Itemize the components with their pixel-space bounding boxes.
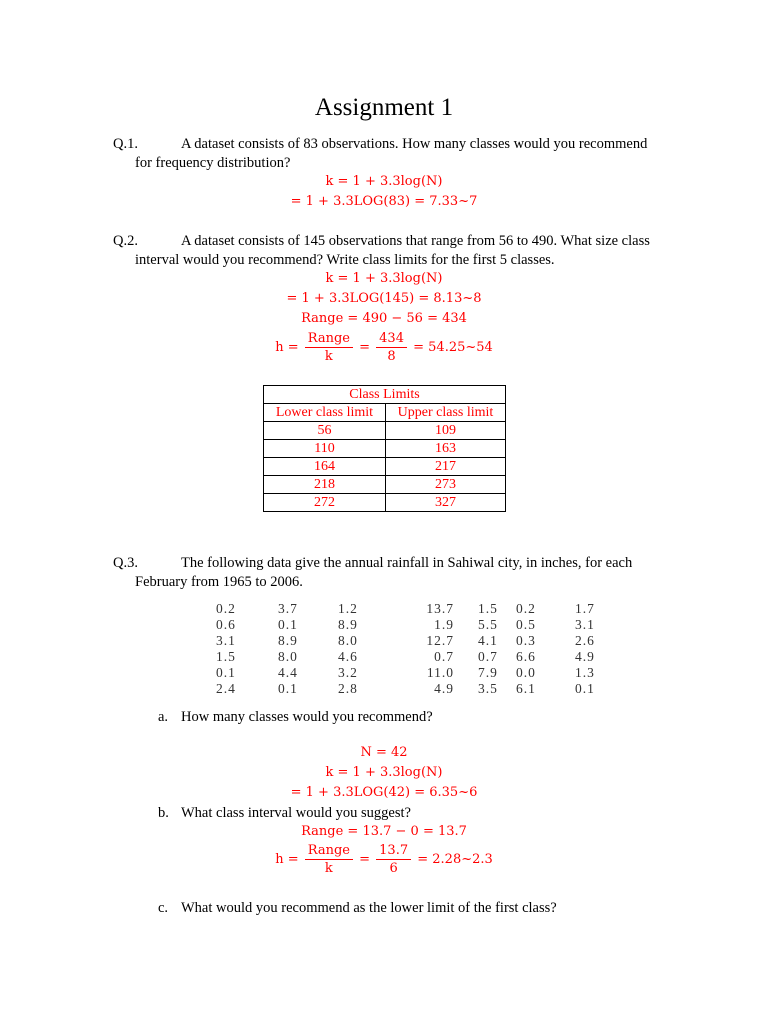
q3a-equation-1: N = 42 [360, 745, 408, 760]
rainfall-value: 6.6 [516, 649, 536, 664]
rainfall-value: 1.2 [338, 601, 358, 616]
rainfall-value: 8.9 [278, 633, 298, 648]
q2-fraction-value-denominator: 8 [387, 349, 396, 364]
rainfall-row [212, 649, 615, 665]
table-row [264, 458, 506, 476]
q2-number: Q.2. [113, 233, 138, 249]
q2-equation-1: k = 1 + 3.3log(N) [325, 271, 443, 286]
rainfall-value: 4.9 [575, 649, 595, 664]
q3b-fraction-value-denominator: 6 [389, 861, 398, 876]
rainfall-value: 0.7 [478, 649, 498, 664]
table-cell: 273 [385, 476, 505, 494]
q3b-h-lhs: h = [275, 852, 299, 867]
rainfall-value: 7.9 [478, 665, 498, 680]
rainfall-value: 2.6 [575, 633, 595, 648]
q3b-label: b. [158, 805, 169, 821]
rainfall-value: 0.7 [434, 649, 454, 664]
rainfall-row [212, 617, 615, 633]
rainfall-value: 1.5 [216, 649, 236, 664]
table-cell: 218 [264, 476, 386, 494]
rainfall-row [212, 681, 615, 697]
rainfall-row [212, 633, 615, 649]
rainfall-value: 3.7 [278, 601, 298, 616]
rainfall-value: 3.1 [216, 633, 236, 648]
rainfall-data-table [212, 601, 615, 697]
table-cell: 164 [264, 458, 386, 476]
q3b-fraction-numerator: Range [305, 842, 353, 860]
rainfall-value: 3.2 [338, 665, 358, 680]
rainfall-value: 4.9 [434, 681, 454, 696]
rainfall-value: 0.1 [575, 681, 595, 696]
q3c-question: What would you recommend as the lower limit of the first class? [181, 900, 557, 916]
table-header-lower: Lower class limit [264, 404, 386, 422]
q3a-label: a. [158, 709, 169, 725]
q3a-question: How many classes would you recommend? [181, 709, 433, 725]
rainfall-value: 12.7 [426, 633, 454, 648]
q2-h-result: = 54.25~54 [413, 340, 493, 355]
rainfall-value: 5.5 [478, 617, 498, 632]
rainfall-value: 2.8 [338, 681, 358, 696]
q3b-equation-1: Range = 13.7 − 0 = 13.7 [301, 824, 467, 839]
q2-fraction-value-numerator: 434 [376, 330, 407, 348]
q2-fraction-denominator: k [324, 349, 333, 364]
rainfall-value: 0.2 [216, 601, 236, 616]
rainfall-value: 0.3 [516, 633, 536, 648]
q3b-fraction-denominator: k [324, 861, 333, 876]
page-title: Assignment 1 [314, 94, 454, 121]
rainfall-value: 4.6 [338, 649, 358, 664]
q1-number: Q.1. [113, 136, 138, 152]
rainfall-value: 3.1 [575, 617, 595, 632]
class-limits-table [263, 385, 506, 512]
q3b-question: What class interval would you suggest? [181, 805, 411, 821]
table-cell: 109 [385, 422, 505, 440]
q1-equation-1: k = 1 + 3.3log(N) [325, 174, 443, 189]
q3b-h-equals: = [359, 852, 371, 867]
table-row [264, 476, 506, 494]
rainfall-value: 0.2 [516, 601, 536, 616]
table-row [264, 422, 506, 440]
rainfall-value: 0.1 [278, 617, 298, 632]
q3b-fraction-values [376, 842, 411, 877]
rainfall-value: 0.1 [216, 665, 236, 680]
rainfall-value: 8.0 [338, 633, 358, 648]
table-cell: 110 [264, 440, 386, 458]
q3-number: Q.3. [113, 555, 138, 571]
rainfall-value: 1.3 [575, 665, 595, 680]
rainfall-value: 1.9 [434, 617, 454, 632]
rainfall-value: 8.9 [338, 617, 358, 632]
q2-fraction-values [376, 330, 407, 365]
q3b-h-formula [0, 842, 768, 877]
rainfall-value: 0.6 [216, 617, 236, 632]
table-cell: 163 [385, 440, 505, 458]
rainfall-value: 11.0 [426, 665, 454, 680]
table-cell: 272 [264, 494, 386, 512]
rainfall-value: 4.1 [478, 633, 498, 648]
q3a-equation-3: = 1 + 3.3LOG(42) = 6.35~6 [290, 785, 478, 800]
rainfall-value: 3.5 [478, 681, 498, 696]
rainfall-value: 1.5 [478, 601, 498, 616]
q3b-fraction-value-numerator: 13.7 [376, 842, 411, 860]
rainfall-value: 0.1 [278, 681, 298, 696]
q1-equation-2: = 1 + 3.3LOG(83) = 7.33~7 [290, 194, 478, 209]
table-cell: 56 [264, 422, 386, 440]
rainfall-value: 0.0 [516, 665, 536, 680]
q2-text-line2: interval would you recommend? Write class limits for the first 5 classes. [135, 252, 555, 268]
q3c-label: c. [158, 900, 169, 916]
q3b-h-result: = 2.28~2.3 [417, 852, 493, 867]
table-cell: 217 [385, 458, 505, 476]
class-limits-caption: Class Limits [264, 386, 506, 404]
q2-fraction-numerator: Range [305, 330, 353, 348]
q3b-fraction-range-k [305, 842, 353, 877]
rainfall-value: 8.0 [278, 649, 298, 664]
q1-text-line2: for frequency distribution? [135, 155, 291, 171]
q2-equation-3: Range = 490 − 56 = 434 [301, 311, 467, 326]
rainfall-value: 13.7 [426, 601, 454, 616]
q3-text-line1: The following data give the annual rainfall in Sahiwal city, in inches, for each [181, 555, 633, 571]
q2-equation-2: = 1 + 3.3LOG(145) = 8.13~8 [286, 291, 482, 306]
q2-h-formula [0, 330, 768, 365]
rainfall-value: 0.5 [516, 617, 536, 632]
q2-text-line1: A dataset consists of 145 observations that range from 56 to 490. What size class [181, 233, 650, 249]
rainfall-value: 4.4 [278, 665, 298, 680]
table-row [264, 494, 506, 512]
q2-h-lhs: h = [275, 340, 299, 355]
rainfall-value: 6.1 [516, 681, 536, 696]
q1-text-line1: A dataset consists of 83 observations. How many classes would you recommend [181, 136, 648, 152]
q2-h-equals: = [359, 340, 371, 355]
rainfall-value: 1.7 [575, 601, 595, 616]
q3a-equation-2: k = 1 + 3.3log(N) [325, 765, 443, 780]
table-cell: 327 [385, 494, 505, 512]
q3-text-line2: February from 1965 to 2006. [135, 574, 303, 590]
table-row [264, 440, 506, 458]
rainfall-row [212, 601, 615, 617]
rainfall-value: 2.4 [216, 681, 236, 696]
q2-fraction-range-k [305, 330, 353, 365]
table-header-upper: Upper class limit [385, 404, 505, 422]
rainfall-row [212, 665, 615, 681]
